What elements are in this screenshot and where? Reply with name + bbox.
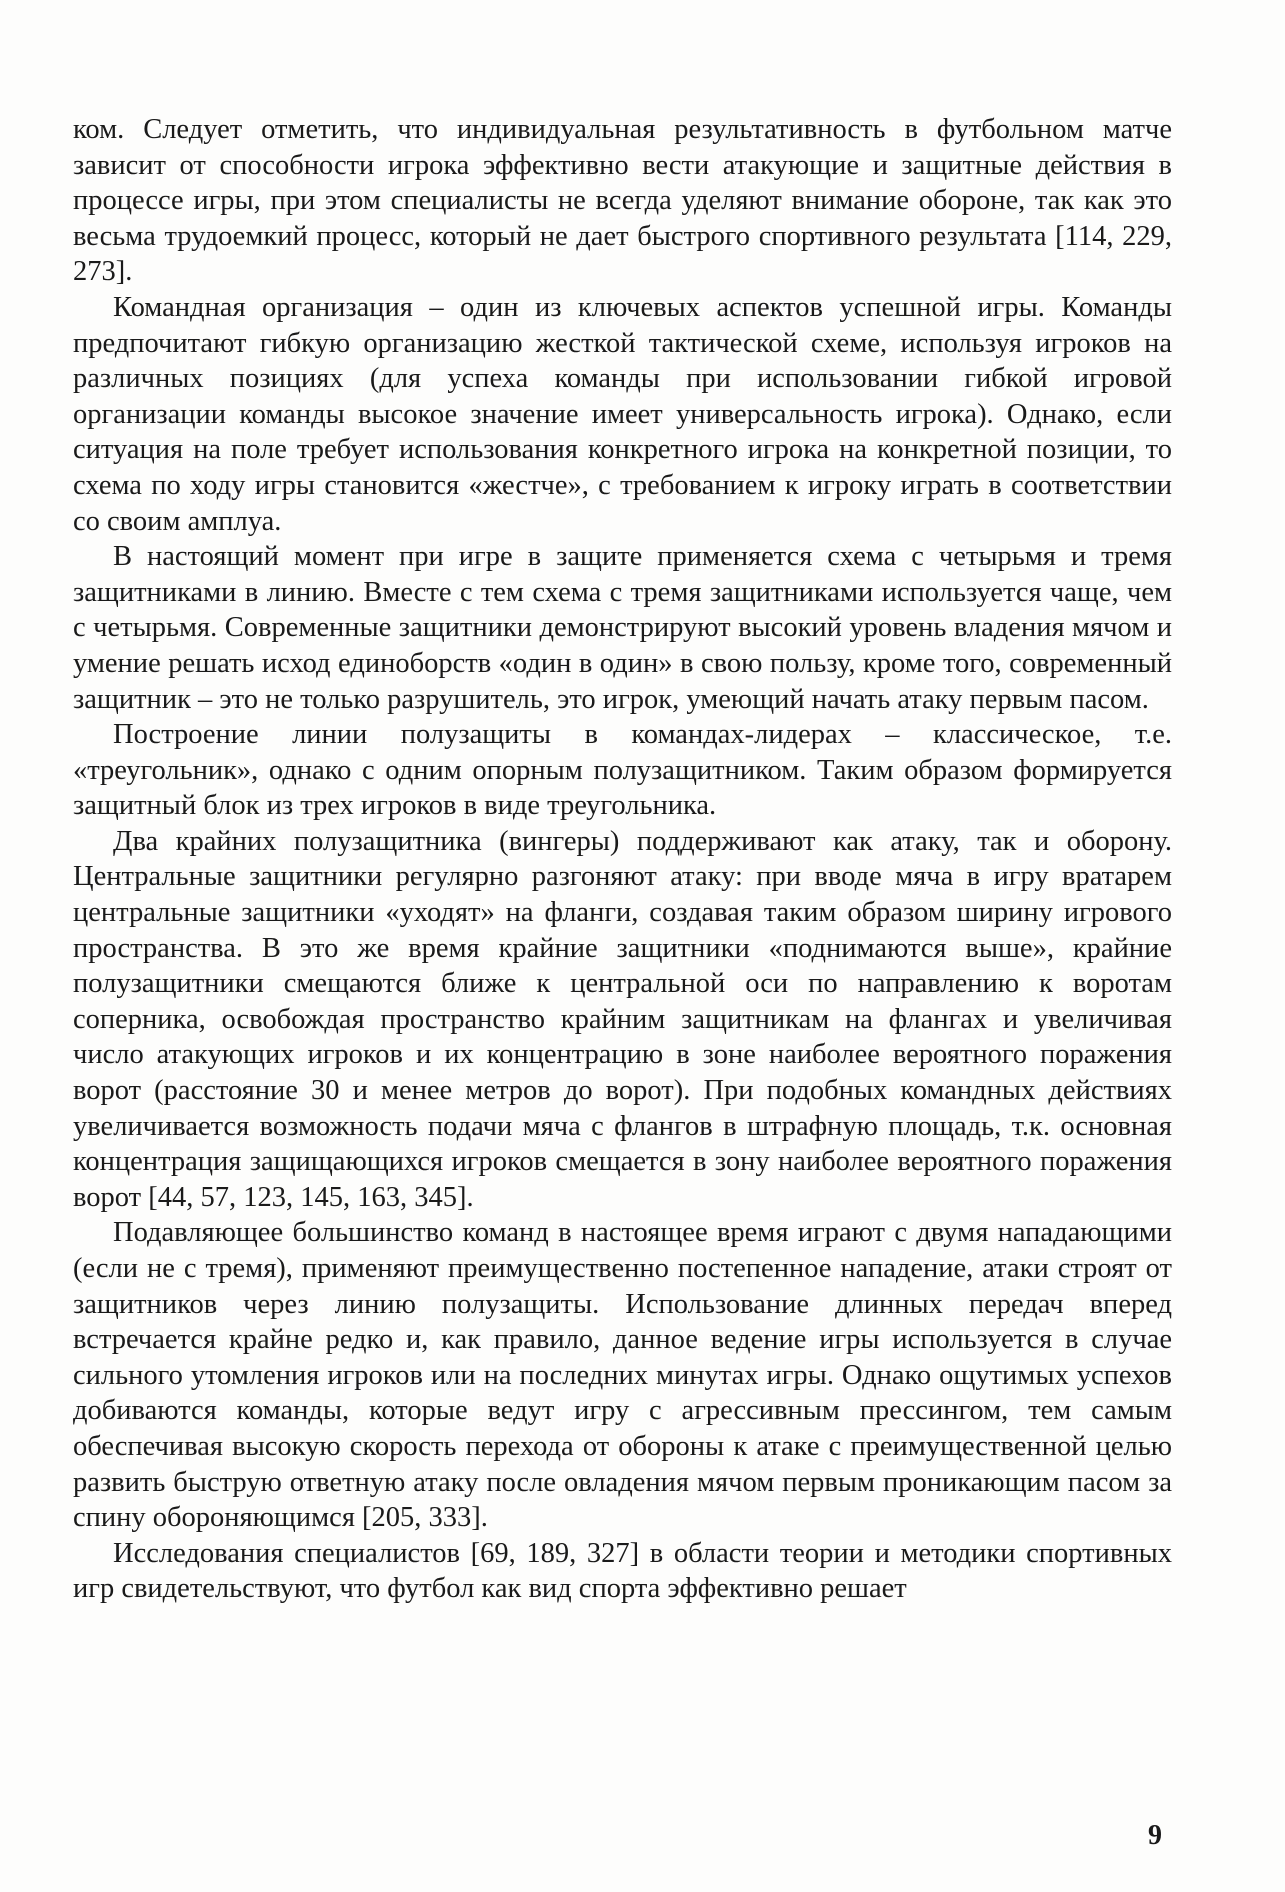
page-number: 9: [1148, 1820, 1162, 1851]
paragraph-1: ком. Следует отметить, что индивидуальная результативность в футбольном матче зависит от способности игрока эффективно вести атакующие и защитные действия в процессе игры, при этом специалисты не всегда уделяют внимание обороне, так как это весьма трудоемкий процесс, который не дает быстрого спортивного результата [114, 229, 273].: [73, 114, 1172, 288]
paragraph-2: Командная организация – один из ключевых аспектов успешной игры. Команды предпочитают гибкую организацию жесткой тактической схеме, используя игроков на различных позициях (для успеха команды при использовании гибкой игровой организации команды высокое значение имеет универсальность игрока). Однако, если ситуация на поле требует использования конкретного игрока на конкретной позиции, то схема по ходу игры становится «жестче», с требованием к игроку играть в соответствии со своим амплуа.: [73, 291, 1172, 537]
paragraph-7: Исследования специалистов [69, 189, 327] в области теории и методики спортивных игр свидетельствуют, что футбол как вид спорта эффективно решает: [73, 1537, 1172, 1605]
paragraph-6: Подавляющее большинство команд в настоящее время играют с двумя нападающими (если не с тремя), применяют преимущественно постепенное нападение, атаки строят от защитников через линию полузащиты. Использование длинных передач вперед встречается крайне редко и, как правило, данное ведение игры используется в случае сильного утомления игроков или на последних минутах игры. Однако ощутимых успехов добиваются команды, которые ведут игру с агрессивным прессингом, тем самым обеспечивая высокую скорость перехода от обороны к атаке с преимущественной целью развить быструю ответную атаку после овладения мячом первым проникающим пасом за спину обороняющимся [205, 333].: [73, 1217, 1172, 1534]
paragraph-4: Построение линии полузащиты в командах-лидерах – классическое, т.е. «треугольник», однако с одним опорным полузащитником. Таким образом формируется защитный блок из трех игроков в виде треугольника.: [73, 719, 1172, 822]
body-text: [73, 112, 1172, 1607]
paragraph-3: В настоящий момент при игре в защите применяется схема с четырьмя и тремя защитниками в линию. Вместе с тем схема с тремя защитниками используется чаще, чем с четырьмя. Современные защитники демонстрируют высокий уровень владения мячом и умение решать исход единоборств «один в один» в свою пользу, кроме того, современный защитник – это не только разрушитель, это игрок, умеющий начать атаку первым пасом.: [73, 541, 1172, 715]
paragraph-5: Два крайних полузащитника (вингеры) поддерживают как атаку, так и оборону. Центральные защитники регулярно разгоняют атаку: при вводе мяча в игру вратарем центральные защитники «уходят» на фланги, создавая таким образом ширину игрового пространства. В это же время крайние защитники «поднимаются выше», крайние полузащитники смещаются ближе к центральной оси по направлению к воротам соперника, освобождая пространство крайним защитникам на флангах и увеличивая число атакующих игроков и их концентрацию в зоне наиболее вероятного поражения ворот (расстояние 30 и менее метров до ворот). При подобных командных действиях увеличивается возможность подачи мяча с флангов в штрафную площадь, т.к. основная концентрация защищающихся игроков смещается в зону наиболее вероятного поражения ворот [44, 57, 123, 145, 163, 345].: [73, 825, 1172, 1213]
